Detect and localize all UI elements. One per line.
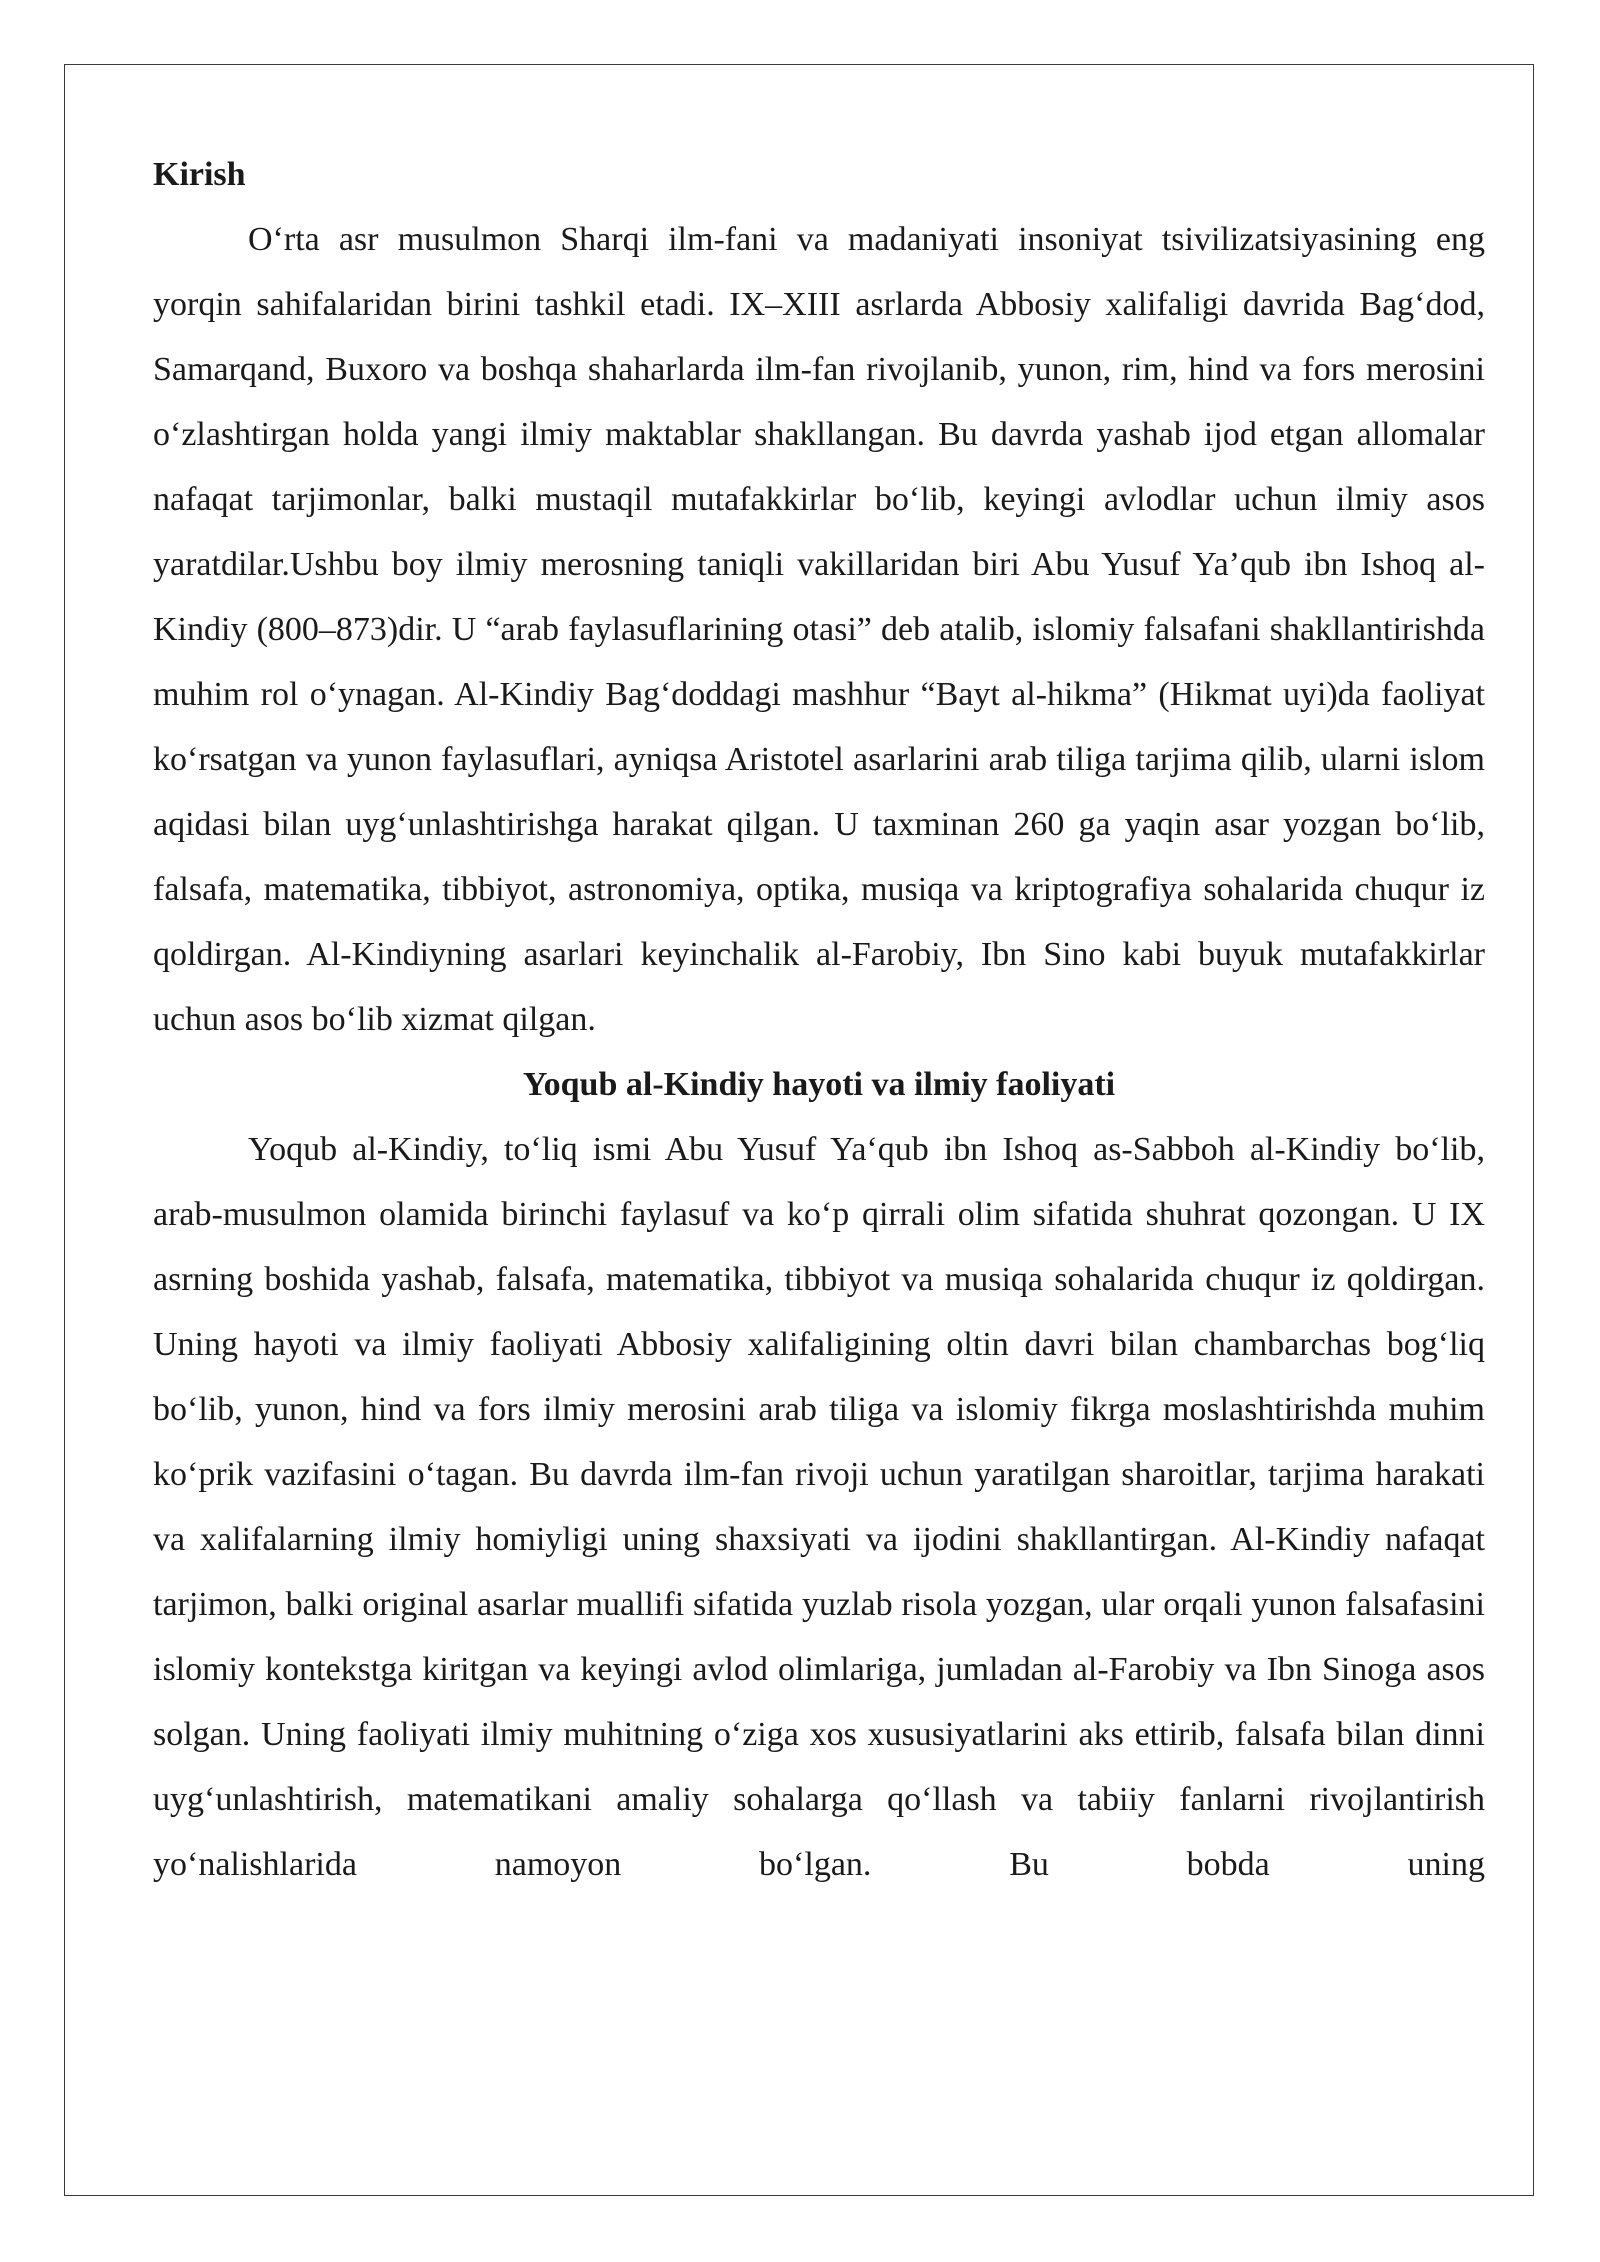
- intro-paragraph: O‘rta asr musulmon Sharqi ilm-fani va madaniyati insoniyat tsivilizatsiyasining eng yorqin sahifalaridan birini tashkil etadi. IX–XIII asrlarda Abbosiy xalifaligi davrida Bag‘dod, Samarqand, Buxoro va boshqa shaharlarda ilm-fan rivojlanib, yunon, rim, hind va fors merosini o‘zlashtirgan holda yangi ilmiy maktablar shakllangan. Bu davrda yashab ijod etgan allomalar nafaqat tarjimonlar, balki mustaqil mutafakkirlar bo‘lib, keyingi avlodlar uchun ilmiy asos yaratdilar.Ushbu boy ilmiy merosning taniqli vakillaridan biri Abu Yusuf Ya’qub ibn Ishoq al-Kindiy (800–873)dir. U “arab faylasuflarining otasi” deb atalib, islomiy falsafani shakllantirishda muhim rol o‘ynagan. Al-Kindiy Bag‘doddagi mashhur “Bayt al-hikma” (Hikmat uyi)da faoliyat ko‘rsatgan va yunon faylasuflari, ayniqsa Aristotel asarlarini arab tiliga tarjima qilib, ularni islom aqidasi bilan uyg‘unlashtirishga harakat qilgan. U taxminan 260 ga yaqin asar yozgan bo‘lib, falsafa, matematika, tibbiyot, astronomiya, optika, musiqa va kriptografiya sohalarida chuqur iz qoldirgan. Al-Kindiyning asarlari keyinchalik al-Farobiy, Ibn Sino kabi buyuk mutafakkirlar uchun asos bo‘lib xizmat qilgan.: [153, 221, 1485, 1038]
- section-paragraph: Yoqub al-Kindiy, to‘liq ismi Abu Yusuf Ya‘qub ibn Ishoq as-Sabboh al-Kindiy bo‘lib, arab-musulmon olamida birinchi faylasuf va ko‘p qirrali olim sifatida shuhrat qozongan. U IX asrning boshida yashab, falsafa, matematika, tibbiyot va musiqa sohalarida chuqur iz qoldirgan. Uning hayoti va ilmiy faoliyati Abbosiy xalifaligining oltin davri bilan chambarchas bog‘liq bo‘lib, yunon, hind va fors ilmiy merosini arab tiliga va islomiy fikrga moslashtirishda muhim ko‘prik vazifasini o‘tagan. Bu davrda ilm-fan rivoji uchun yaratilgan sharoitlar, tarjima harakati va xalifalarning ilmiy homiyligi uning shaxsiyati va ijodini shakllantirgan. Al-Kindiy nafaqat tarjimon, balki original asarlar muallifi sifatida yuzlab risola yozgan, ular orqali yunon falsafasini islomiy kontekstga kiritgan va keyingi avlod olimlariga, jumladan al-Farobiy va Ibn Sinoga asos solgan. Uning faoliyati ilmiy muhitning o‘ziga xos xususiyatlarini aks ettirib, falsafa bilan dinni uyg‘unlashtirish, matematikani amaliy sohalarga qo‘llash va tabiiy fanlarni rivojlantirish yo‘nalishlarida namoyon bo‘lgan. Bu bobda uning: [153, 1131, 1485, 1883]
- document-body: [153, 142, 1485, 1897]
- intro-heading: Kirish: [153, 156, 246, 193]
- section-heading: Yoqub al-Kindiy hayoti va ilmiy faoliyati: [522, 1066, 1116, 1103]
